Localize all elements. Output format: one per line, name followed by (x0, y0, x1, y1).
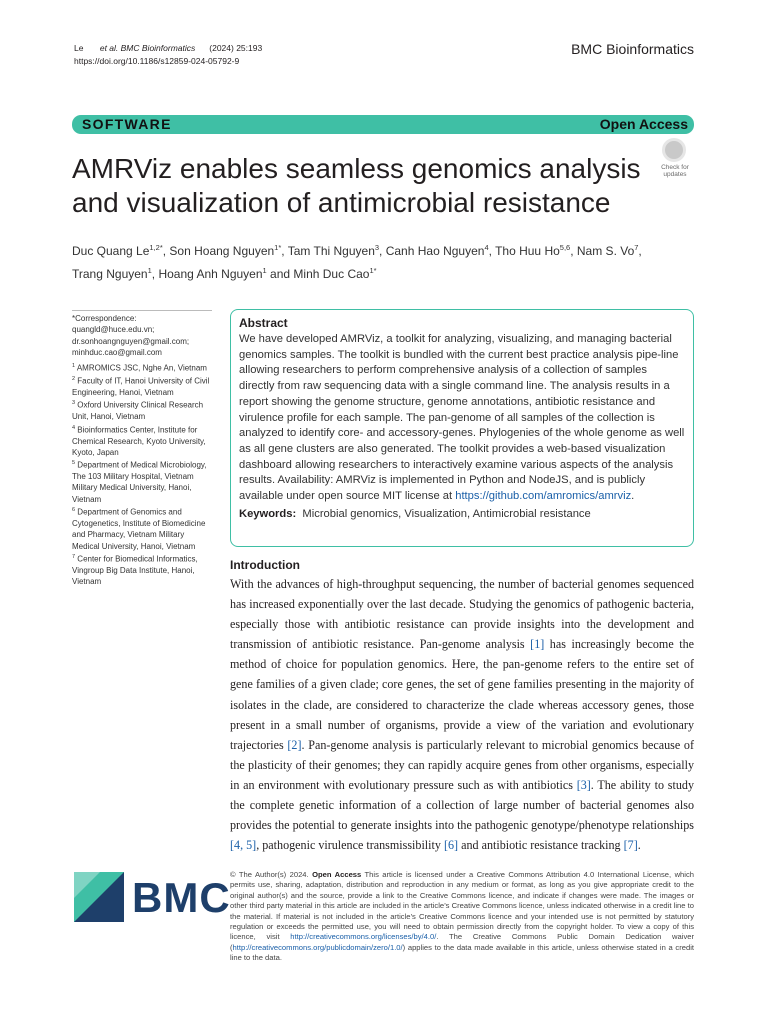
keywords (239, 508, 685, 520)
author-affiliation-mark: 1* (274, 243, 282, 252)
intro-text-run: has increasingly become the method of choice for population genomics. Here, the pan-genome refers to the entire set of gene families of a given clade; core genes, the set of gene families presenting in the majority of isolates in the clade, are considered to characterize the clade whereas accessory genes, those present in a small number of organisms, provide a view of the variation and evolutionary trajectories (230, 637, 694, 752)
citation-link[interactable]: [7] (623, 838, 638, 853)
introduction-heading: Introduction (230, 558, 300, 572)
intro-text-run: and antibiotic resistance tracking (458, 838, 624, 853)
license-body-2: . The Creative Commons Public Domain Dedication waiver ( (230, 932, 694, 952)
author-affiliation-mark: 3 (374, 243, 380, 252)
affiliation-number: 3 (72, 400, 76, 407)
author-affiliation-mark: 5,6 (559, 243, 571, 252)
license-open-access: Open Access (312, 870, 362, 879)
affiliation-item: $^1$ AMROMICS JSC, Nghe An, Vietnam (72, 363, 207, 373)
affiliation-item: $^7$ Center for Biomedical Informatics, Vingroup Big Data Institute, Hanoi, Vietnam (72, 553, 198, 587)
author-name: Nam S. Vo (576, 244, 635, 258)
license-body-3: ) applies to the data made available in this article, unless otherwise stated in a credit line to the data. (230, 942, 694, 963)
intro-text-run: . (637, 838, 641, 853)
check-for-updates-badge[interactable] (656, 138, 694, 180)
journal-name: BMC Bioinformatics (571, 41, 694, 57)
author-affiliation-mark: 4 (484, 243, 489, 252)
bmc-logo-text: BMC (132, 874, 231, 921)
author-list: Duc Quang $Le^{1,2*}$, Son Hoang Nguyen$^{1*}$, Tam Thi Nguyen$^3$, Canh Hao Nguyen$^4$, Tho Huu Ho$^{5,6}$, Nam S. Vo$^7$, Trang Nguyen$^1$, Hoang Anh Nguyen$^1$ and Minh Duc Cao$^{1*}$ (72, 243, 642, 281)
license-text (230, 870, 694, 964)
citation-link[interactable]: [2] (287, 737, 302, 752)
author-name: Tam Thi Nguyen (287, 244, 375, 258)
check-updates-line2: updates (663, 171, 687, 178)
keywords-label: Keywords: (239, 507, 297, 520)
section-label: SOFTWARE (82, 116, 172, 132)
affiliation-number: 6 (72, 507, 76, 514)
abstract-text (239, 332, 685, 505)
license-prefix: © The Author(s) 2024. (230, 870, 313, 879)
license-body-1: This article is licensed under a Creative Commons Attribution 4.0 International License, which permits use, sharing, adaptation, distribution and reproduction in any medium or format, as long as you give appropriate credit to the original author(s) and the source, provide a link to the Creative Commons licence, and indicate if changes were made. The images or other third party material in this article are included in the article’s Creative Commons licence, unless indicated otherwise in a credit line to the material. If material is not included in the article’s Creative Commons licence and your intended use is not permitted by statutory regulation or exceeds the permitted use, you will need to obtain permission directly from the copyright holder. To view a copy of this licence, visit (230, 870, 694, 942)
citation-link[interactable]: [3] (576, 777, 591, 792)
intro-text-run: , pathogenic virulence transmissibility (256, 838, 444, 853)
author-name: Minh Duc Cao (293, 267, 370, 281)
intro-text-run: . Pan-genome analysis is particularly relevant to microbial genomics because of the plasticity of their genomes; they can rapidly acquire genes from other organisms, especially in an environment with evolutionary pressure such as with antibiotics (230, 737, 694, 792)
citation-journal: et al. BMC Bioinformatics (99, 43, 196, 53)
correspondence-line: dr.sonhoangnguyen@gmail.com; (72, 336, 190, 346)
affiliation-number: 5 (72, 460, 76, 467)
affiliation-item: $^6$ Department of Genomics and Cytogenetics, Institute of Biomedicine and Pharmacy, Vietnam Military Medical University, Hanoi, Vietnam (72, 507, 206, 551)
abstract-heading: Abstract (239, 316, 288, 330)
abstract-end: . (631, 490, 635, 503)
article-title: AMRViz enables seamless genomics analysis and visualization of antimicrobial resistance (72, 153, 641, 218)
check-updates-icon (662, 138, 686, 162)
author-name: Son Hoang Nguyen (169, 244, 275, 258)
section-bar (72, 115, 694, 134)
license-link-cc0[interactable]: http://creativecommons.org/publicdomain/zero/1.0/ (232, 942, 403, 952)
check-updates-line1: Check for (661, 164, 689, 171)
running-header (74, 42, 276, 68)
author-affiliation-mark: 1 (262, 266, 267, 275)
correspondence-line: *Correspondence: (72, 314, 137, 323)
affiliation-number: 1 (72, 363, 76, 370)
affiliation-number: 4 (72, 424, 76, 431)
author-affiliation-mark: 1* (369, 266, 377, 275)
affiliation-item: $^3$ Oxford University Clinical Research Unit, Hanoi, Vietnam (72, 400, 204, 422)
abstract-box (230, 309, 694, 547)
keywords-list: Microbial genomics, Visualization, Antimicrobial resistance (302, 507, 591, 520)
introduction-text (230, 574, 694, 855)
correspondence-line: quangld@huce.edu.vn; (72, 325, 155, 335)
affiliation-number: 7 (72, 553, 76, 560)
affiliations (72, 361, 212, 587)
citation-authors: Le (74, 43, 84, 53)
intro-text-run: With the advances of high-throughput sequencing, the number of bacterial genomes sequenced has increased exponentially over the last decade. Studying the genomics of pathogenic bacteria, especially those with antibiotic resistance can provide insights into the development and transmission of antibiotic resistance. Pan-genome analysis (230, 577, 694, 652)
license-link-cc-by[interactable]: http://creativecommons.org/licenses/by/4.0/ (290, 932, 437, 942)
open-access-label: Open Access (599, 116, 688, 132)
author-name: Canh Hao Nguyen (385, 244, 485, 258)
author-name: Trang Nguyen (72, 267, 148, 281)
author-affiliation-mark: 7 (634, 243, 639, 252)
citation-year: (2024) 25:193 (209, 43, 263, 53)
correspondence-line: minhduc.cao@gmail.com (72, 347, 162, 357)
affiliation-item: $^4$ Bioinformatics Center, Institute for Chemical Research, Kyoto University, Kyoto, Japan (72, 424, 206, 457)
citation-link[interactable]: [6] (443, 838, 459, 853)
author-name: Duc Quang Le (72, 244, 150, 258)
affiliation-item: $^2$ Faculty of IT, Hanoi University of Civil Engineering, Hanoi, Vietnam (72, 376, 210, 398)
citation-link[interactable]: [1] (530, 637, 545, 652)
intro-text-run: . The ability to study the complete genetic information of a collection of large number of bacterial genomes also provides the potential to generate insights into the pathogenic genotype/phenotype relationships (230, 777, 694, 833)
correspondence (72, 313, 212, 358)
author-name: Hoang Anh Nguyen (158, 267, 263, 281)
abstract-body: We have developed AMRViz, a toolkit for analyzing, visualizing, and managing bacterial genomics samples. The toolkit is bundled with the current best practice analysis pipe-line allowing researchers to perform comprehensive analysis of a collection of samples directly from raw sequencing data with a single command line. The analysis results in a report showing the genome structure, genome annotations, antibiotic resistance and virulence profile for each sample. The pan-genome of all samples of the collection is analyzed to identify core- and accessory-genes. Phylogenies of the whole genome as well as all gene clusters are also generated. The toolkit provides a web-based visualization dashboard allowing researchers to interactively examine various aspects of the analysis results. Availability: AMRViz is implemented in Python and NodeJS, and is publicly available under open source MIT license at (239, 333, 685, 503)
author-affiliation-mark: 1,2* (149, 243, 163, 252)
sidebar-info (72, 310, 212, 587)
author-affiliation-mark: 1 (147, 266, 152, 275)
citation-link[interactable]: [4, 5] (230, 838, 257, 853)
affiliation-item: $^5$ Department of Medical Microbiology, The 103 Military Hospital, Vietnam Military Medical University, Hanoi, Vietnam (72, 460, 207, 504)
bmc-logo-mark (74, 872, 124, 922)
github-link[interactable]: https://github.com/amromics/amrviz (455, 490, 632, 503)
bmc-logo (74, 872, 231, 924)
author-name: Tho Huu Ho (495, 244, 560, 258)
affiliation-number: 2 (72, 376, 76, 383)
doi-link[interactable]: https://doi.org/10.1186/s12859-024-05792-9 (74, 56, 240, 66)
